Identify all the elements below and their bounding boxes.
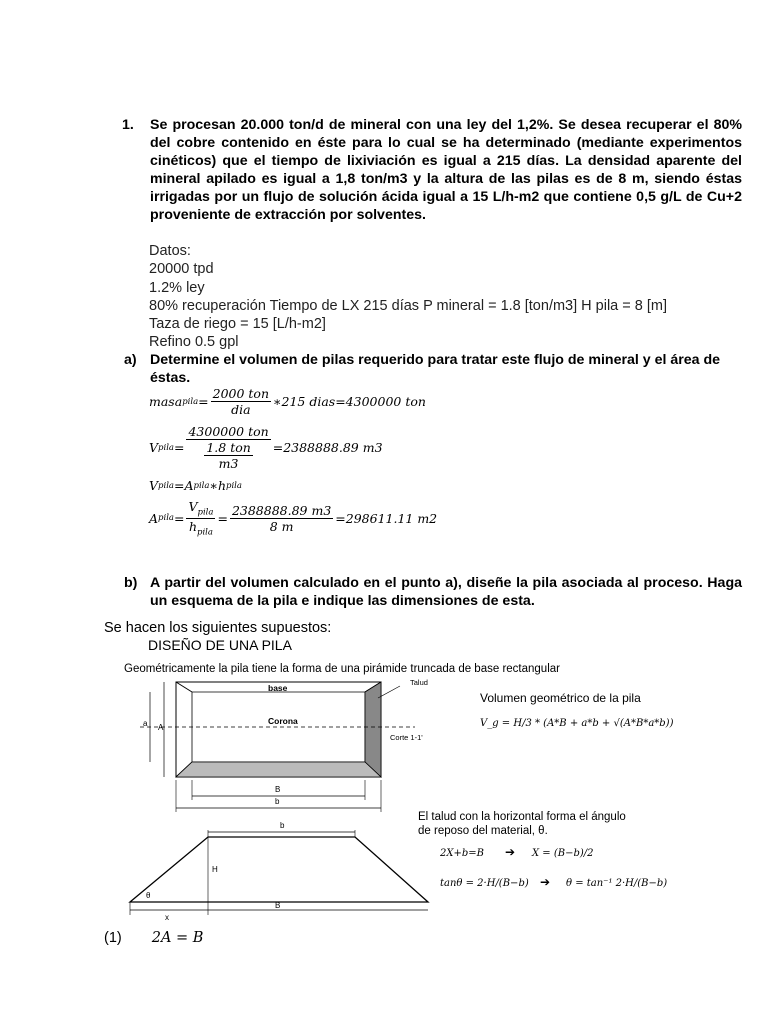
final-equation-label: (1)	[104, 930, 122, 946]
svg-text:B: B	[275, 785, 281, 794]
equation-masa-pila: masa pila = $\frac{\text{2000 ton}}{\text{dia}}$ ∗215 dias=4300000 ton	[149, 386, 426, 417]
svg-text:x: x	[165, 913, 169, 922]
part-a-label: a)	[124, 352, 137, 368]
datos-line: 20000 tpd	[149, 261, 214, 278]
datos-line: 1.2% ley	[149, 279, 205, 296]
svg-text:2X+b=B: 2X+b=B	[440, 848, 484, 859]
svg-text:➔: ➔	[505, 845, 516, 859]
volume-title: Volumen geométrico de la pila	[480, 691, 641, 705]
figure-subtitle: Geométricamente la pila tiene la forma de una pirámide truncada de base rectangular	[124, 663, 560, 675]
svg-text:Corte 1-1': Corte 1-1'	[390, 733, 423, 742]
pile-top-view	[140, 678, 428, 812]
svg-text:θ = tan⁻¹ 2·H/(B−b): θ = tan⁻¹ 2·H/(B−b)	[566, 878, 668, 889]
svg-text:a: a	[143, 719, 148, 728]
part-b	[124, 574, 742, 610]
svg-text:B: B	[275, 901, 281, 910]
talud-text-1: El talud con la horizontal forma el ángulo	[418, 811, 626, 823]
equation-v-a-h: V pila = A pila ∗ h pila	[149, 478, 242, 493]
datos-line: Taza de riego = 15 [L/h-m2]	[149, 316, 326, 333]
svg-text:H: H	[212, 865, 218, 874]
question-number: 1.	[122, 117, 134, 133]
pile-side-view	[130, 821, 428, 922]
final-equation-text: 2A = B	[151, 930, 204, 946]
svg-text:base: base	[268, 683, 288, 693]
pile-design-figure	[100, 630, 700, 930]
part-b-text: A partir del volumen calculado en el punto a), diseñe la pila asociada al proceso. Haga un esquema de la pila e indique las dimensiones de esta.	[150, 575, 742, 609]
question-text: Se procesan 20.000 ton/d de mineral con una ley del 1,2%. Se desea recuperar el 80% del cobre contenido en éste para lo cual se ha determinado (mediante experimentos cinéticos) que el tiempo de lixiviación es igual a 215 días. La densidad aparente del mineral apilado es igual a 1,8 ton/m3 y la altura de las pilas es de 8 m, siendo éstas irrigadas por un flujo de solución ácida igual a 15 L/h-m2 que contiene 0,5 g/L de Cu+2 proveniente de extracción por solventes.	[150, 117, 742, 223]
svg-text:➔: ➔	[540, 875, 551, 889]
svg-text:X = (B−b)/2: X = (B−b)/2	[532, 848, 594, 859]
volume-formula: V_g = H/3 * (A*B + a*b + √(A*B*a*b))	[480, 718, 674, 729]
equation-volumen-pila: V pila = $\frac{\text{4300000 ton}}{\frac{\text{1.8 ton}}{m3}}$ =2388888.89 m3	[149, 424, 383, 471]
equation-area-pila: A pila = $\frac{V_{pila}}{h_{pila}}$ = $\frac{2388888.89 m3}{8 m}$ =298611.11 m2	[149, 499, 438, 537]
figure-title: DISEÑO DE UNA PILA	[148, 637, 292, 653]
suppositions-text: Se hacen los siguientes supuestos:	[104, 620, 332, 636]
svg-text:A: A	[158, 723, 164, 732]
svg-text:b: b	[275, 797, 280, 806]
part-a	[124, 351, 742, 387]
datos-line: Refino 0.5 gpl	[149, 334, 239, 351]
question-1	[122, 116, 742, 224]
svg-text:Corona: Corona	[268, 716, 298, 726]
datos-block	[149, 242, 667, 352]
svg-text:b: b	[280, 821, 285, 830]
svg-text:tanθ = 2·H/(B−b): tanθ = 2·H/(B−b)	[440, 878, 529, 889]
datos-title: Datos:	[149, 243, 191, 259]
part-a-text: Determine el volumen de pilas requerido para tratar este flujo de mineral y el área de éstas.	[150, 352, 721, 386]
svg-text:θ: θ	[146, 891, 151, 900]
svg-text:Talud: Talud	[410, 678, 428, 687]
final-equation	[104, 930, 203, 946]
datos-line: 80% recuperación Tiempo de LX 215 días P mineral = 1.8 [ton/m3] H pila = 8 [m]	[149, 297, 667, 314]
part-b-label: b)	[124, 575, 138, 591]
talud-text-2: de reposo del material, θ.	[418, 825, 548, 837]
